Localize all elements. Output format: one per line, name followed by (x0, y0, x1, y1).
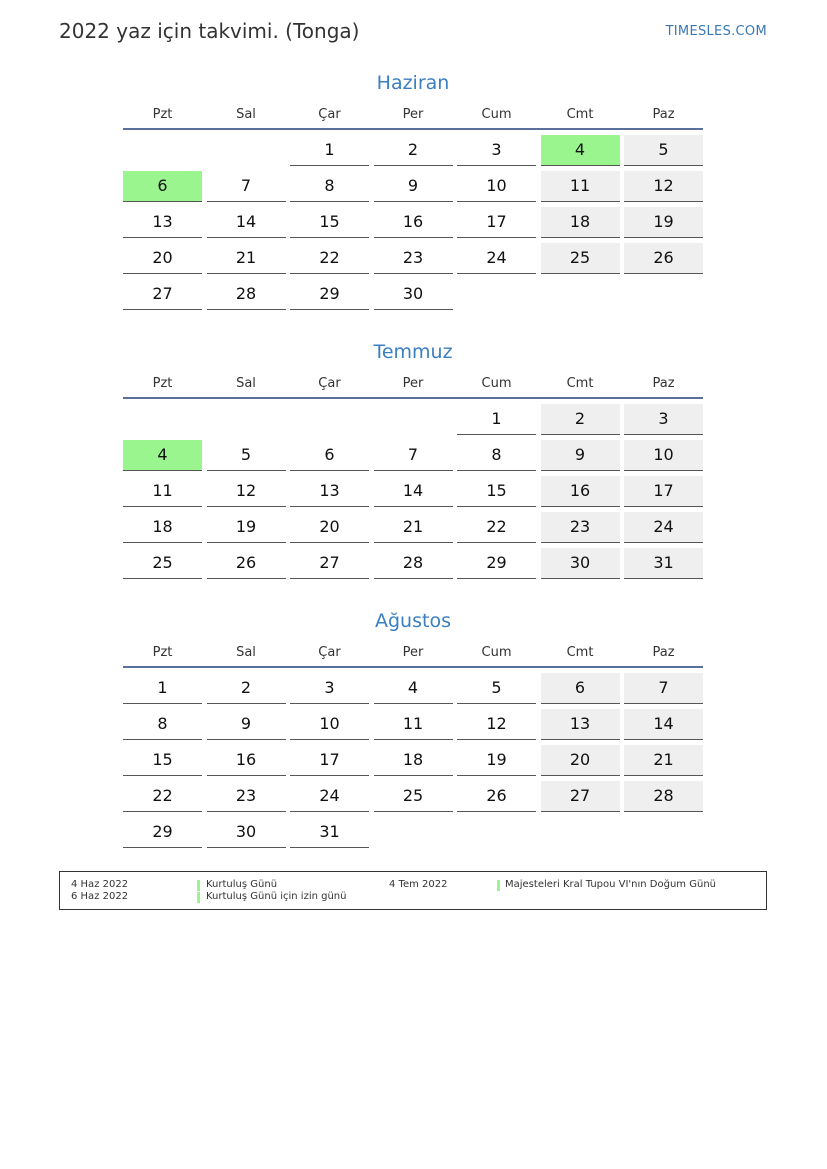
weekday-label: Cmt (566, 376, 594, 391)
empty-day-cell (290, 404, 369, 434)
day-cell[interactable]: 1 (290, 135, 369, 166)
day-cell[interactable]: 19 (457, 745, 536, 776)
day-cell[interactable]: 21 (374, 512, 453, 543)
day-cell[interactable]: 10 (290, 709, 369, 740)
day-cell[interactable]: 14 (207, 207, 286, 238)
weekday-label: Cmt (566, 645, 594, 660)
day-cell[interactable]: 25 (541, 243, 620, 274)
holiday-marker (197, 880, 200, 891)
weekday-label: Paz (652, 645, 675, 660)
day-cell[interactable]: 6 (541, 673, 620, 704)
day-cell[interactable]: 29 (457, 548, 536, 579)
month-title: Temmuz (373, 341, 453, 363)
day-cell[interactable]: 29 (290, 279, 369, 310)
holiday-date: 6 Haz 2022 (71, 891, 129, 902)
weekday-header (123, 375, 703, 399)
day-cell[interactable]: 26 (457, 781, 536, 812)
day-cell[interactable]: 6 (123, 171, 202, 202)
day-cell[interactable]: 25 (374, 781, 453, 812)
weekday-label: Çar (318, 376, 341, 391)
day-cell[interactable]: 9 (207, 709, 286, 740)
day-cell[interactable]: 21 (624, 745, 703, 776)
empty-day-cell (374, 404, 453, 434)
weekday-header (123, 644, 703, 668)
day-cell[interactable]: 5 (207, 440, 286, 471)
day-cell[interactable]: 24 (624, 512, 703, 543)
holiday-date: 4 Tem 2022 (389, 879, 448, 890)
day-cell[interactable]: 21 (207, 243, 286, 274)
holiday-marker (197, 892, 200, 903)
day-cell[interactable]: 10 (457, 171, 536, 202)
day-cell[interactable]: 27 (123, 279, 202, 310)
day-cell[interactable]: 16 (207, 745, 286, 776)
day-cell[interactable]: 18 (123, 512, 202, 543)
weekday-label: Per (402, 107, 424, 122)
day-cell[interactable]: 15 (290, 207, 369, 238)
weekday-label: Çar (318, 107, 341, 122)
day-cell[interactable]: 20 (541, 745, 620, 776)
day-cell[interactable]: 12 (207, 476, 286, 507)
day-cell[interactable]: 24 (290, 781, 369, 812)
day-cell[interactable]: 22 (290, 243, 369, 274)
day-cell[interactable]: 1 (457, 404, 536, 435)
day-cell[interactable]: 28 (624, 781, 703, 812)
day-cell[interactable]: 23 (541, 512, 620, 543)
day-cell[interactable]: 2 (541, 404, 620, 435)
day-cell[interactable]: 23 (207, 781, 286, 812)
weekday-label: Per (402, 376, 424, 391)
day-cell[interactable]: 20 (123, 243, 202, 274)
weekday-label: Cum (481, 645, 512, 660)
weekday-label: Paz (652, 376, 675, 391)
day-cell[interactable]: 7 (624, 673, 703, 704)
page-title: 2022 yaz için takvimi. (Tonga) (59, 19, 360, 43)
day-cell[interactable]: 9 (541, 440, 620, 471)
day-cell[interactable]: 29 (123, 817, 202, 848)
day-cell[interactable]: 8 (123, 709, 202, 740)
day-cell[interactable]: 18 (541, 207, 620, 238)
empty-day-cell (123, 135, 202, 165)
brand-logo-text[interactable]: TIMESLES.COM (665, 24, 767, 39)
weekday-label: Çar (318, 645, 341, 660)
weekday-label: Sal (236, 107, 256, 122)
day-cell[interactable]: 7 (207, 171, 286, 202)
month-calendar (123, 608, 703, 848)
weekday-label: Sal (236, 376, 256, 391)
day-cell[interactable]: 16 (374, 207, 453, 238)
holiday-name: Kurtuluş Günü (206, 879, 278, 890)
day-grid (123, 404, 703, 579)
day-cell[interactable]: 3 (624, 404, 703, 435)
day-cell[interactable]: 5 (457, 673, 536, 704)
day-cell[interactable]: 31 (624, 548, 703, 579)
day-cell[interactable]: 4 (374, 673, 453, 704)
day-cell[interactable]: 17 (457, 207, 536, 238)
day-cell[interactable]: 1 (123, 673, 202, 704)
day-cell[interactable]: 13 (290, 476, 369, 507)
month-calendar (123, 70, 703, 310)
month-title: Ağustos (375, 610, 451, 632)
day-cell[interactable]: 19 (207, 512, 286, 543)
day-cell[interactable]: 14 (624, 709, 703, 740)
day-cell[interactable]: 16 (541, 476, 620, 507)
day-cell[interactable]: 10 (624, 440, 703, 471)
day-cell[interactable]: 12 (457, 709, 536, 740)
day-cell[interactable]: 30 (374, 279, 453, 310)
day-cell[interactable]: 19 (624, 207, 703, 238)
day-cell[interactable]: 15 (457, 476, 536, 507)
day-cell[interactable]: 2 (207, 673, 286, 704)
day-cell[interactable]: 11 (123, 476, 202, 507)
day-cell[interactable]: 14 (374, 476, 453, 507)
day-cell[interactable]: 2 (374, 135, 453, 166)
empty-day-cell (207, 135, 286, 165)
day-cell[interactable]: 13 (541, 709, 620, 740)
day-grid (123, 673, 703, 848)
day-cell[interactable]: 30 (541, 548, 620, 579)
day-cell[interactable]: 26 (624, 243, 703, 274)
holiday-name: Majesteleri Kral Tupou VI'nın Doğum Günü (505, 879, 716, 890)
weekday-label: Sal (236, 645, 256, 660)
weekday-label: Paz (652, 107, 675, 122)
weekday-label: Pzt (152, 107, 173, 122)
day-cell[interactable]: 12 (624, 171, 703, 202)
day-cell[interactable]: 24 (457, 243, 536, 274)
day-cell[interactable]: 5 (624, 135, 703, 166)
day-cell[interactable]: 30 (207, 817, 286, 848)
day-cell[interactable]: 27 (290, 548, 369, 579)
month-title: Haziran (376, 72, 450, 94)
day-cell[interactable]: 3 (457, 135, 536, 166)
holiday-marker (497, 880, 500, 891)
day-cell[interactable]: 18 (374, 745, 453, 776)
day-cell[interactable]: 7 (374, 440, 453, 471)
day-cell[interactable]: 28 (374, 548, 453, 579)
weekday-label: Pzt (152, 376, 173, 391)
day-cell[interactable]: 31 (290, 817, 369, 848)
day-cell[interactable]: 28 (207, 279, 286, 310)
day-cell[interactable]: 6 (290, 440, 369, 471)
month-calendar (123, 339, 703, 579)
day-cell[interactable]: 23 (374, 243, 453, 274)
day-cell[interactable]: 8 (457, 440, 536, 471)
day-cell[interactable]: 15 (123, 745, 202, 776)
day-cell[interactable]: 11 (541, 171, 620, 202)
day-cell[interactable]: 8 (290, 171, 369, 202)
day-cell[interactable]: 11 (374, 709, 453, 740)
day-cell[interactable]: 25 (123, 548, 202, 579)
holiday-name: Kurtuluş Günü için izin günü (206, 891, 347, 902)
day-cell[interactable]: 22 (123, 781, 202, 812)
empty-day-cell (123, 404, 202, 434)
day-cell[interactable]: 13 (123, 207, 202, 238)
day-grid (123, 135, 703, 310)
day-cell[interactable]: 27 (541, 781, 620, 812)
weekday-label: Cum (481, 107, 512, 122)
weekday-label: Cum (481, 376, 512, 391)
empty-day-cell (207, 404, 286, 434)
holiday-legend (59, 871, 767, 910)
weekday-label: Per (402, 645, 424, 660)
weekday-label: Pzt (152, 645, 173, 660)
day-cell[interactable]: 20 (290, 512, 369, 543)
day-cell[interactable]: 4 (123, 440, 202, 471)
day-cell[interactable]: 3 (290, 673, 369, 704)
day-cell[interactable]: 17 (290, 745, 369, 776)
day-cell[interactable]: 9 (374, 171, 453, 202)
day-cell[interactable]: 17 (624, 476, 703, 507)
weekday-label: Cmt (566, 107, 594, 122)
holiday-date: 4 Haz 2022 (71, 879, 129, 890)
day-cell[interactable]: 22 (457, 512, 536, 543)
day-cell[interactable]: 4 (541, 135, 620, 166)
weekday-header (123, 106, 703, 130)
day-cell[interactable]: 26 (207, 548, 286, 579)
